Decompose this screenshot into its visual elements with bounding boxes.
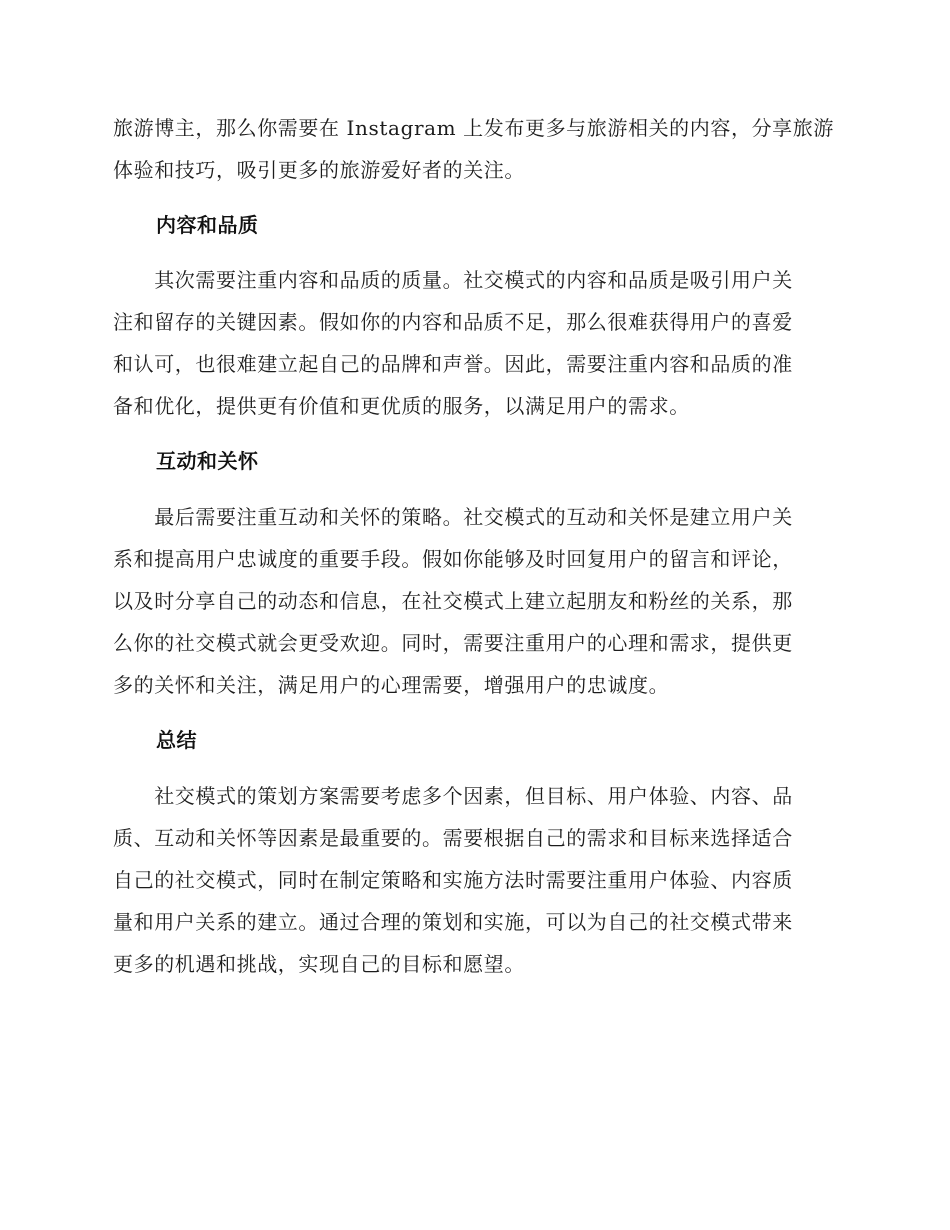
section-3-line-2: 质、互动和关怀等因素是最重要的。需要根据自己的需求和目标来选择适合 (113, 826, 793, 850)
section-2-line-3: 以及时分享自己的动态和信息，在社交模式上建立起朋友和粉丝的关系，那 (113, 589, 793, 613)
section-3-line-1: 社交模式的策划方案需要考虑多个因素，但目标、用户体验、内容、品 (113, 784, 793, 808)
intro-line-1: 旅游博主，那么你需要在 Instagram 上发布更多与旅游相关的内容，分享旅游 (113, 116, 834, 140)
section-3-line-4: 量和用户关系的建立。通过合理的策划和实施，可以为自己的社交模式带来 (113, 910, 793, 934)
section-2-line-4: 么你的社交模式就会更受欢迎。同时，需要注重用户的心理和需求，提供更 (113, 631, 793, 655)
section-2-line-5: 多的关怀和关注，满足用户的心理需要，增强用户的忠诚度。 (113, 673, 670, 697)
section-2-line-1: 最后需要注重互动和关怀的策略。社交模式的互动和关怀是建立用户关 (113, 505, 793, 529)
section-1-line-2: 注和留存的关键因素。假如你的内容和品质不足，那么很难获得用户的喜爱 (113, 310, 793, 334)
section-1-line-4: 备和优化，提供更有价值和更优质的服务，以满足用户的需求。 (113, 394, 690, 418)
section-3-line-3: 自己的社交模式，同时在制定策略和实施方法时需要注重用户体验、内容质 (113, 868, 793, 892)
intro-line-2: 体验和技巧，吸引更多的旅游爱好者的关注。 (113, 158, 525, 182)
section-3-line-5: 更多的机遇和挑战，实现自己的目标和愿望。 (113, 952, 525, 976)
section-heading-content-quality: 内容和品质 (156, 213, 259, 237)
section-1-line-3: 和认可，也很难建立起自己的品牌和声誉。因此，需要注重内容和品质的准 (113, 352, 793, 376)
section-2-line-2: 系和提高用户忠诚度的重要手段。假如你能够及时回复用户的留言和评论， (113, 547, 793, 571)
section-heading-interaction-care: 互动和关怀 (156, 449, 259, 473)
section-1-line-1: 其次需要注重内容和品质的质量。社交模式的内容和品质是吸引用户关 (113, 268, 793, 292)
section-heading-summary: 总结 (156, 728, 197, 752)
